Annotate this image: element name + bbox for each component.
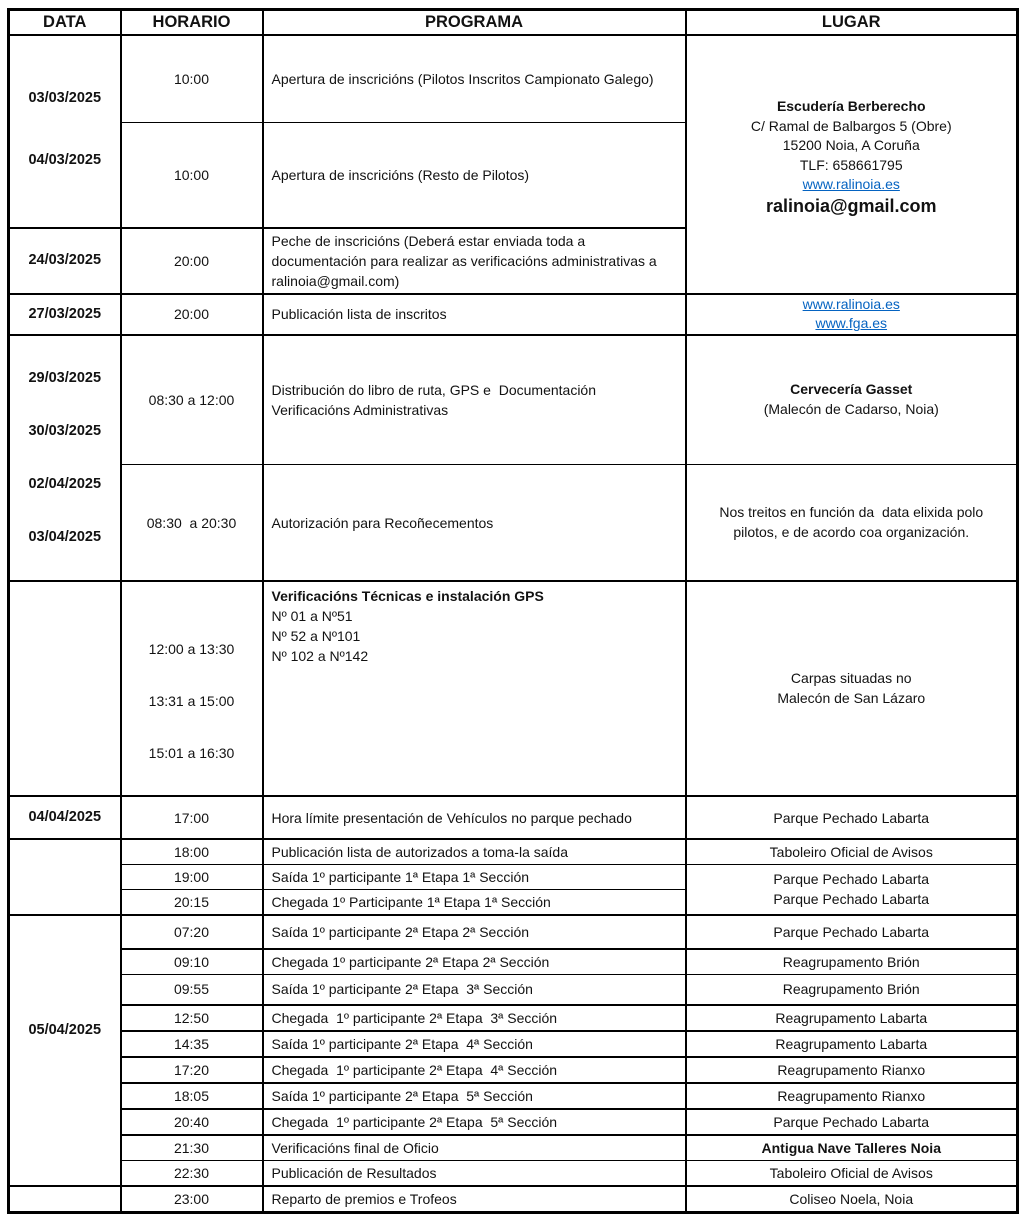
date-text: 02/04/2025 [28, 475, 102, 492]
time-cell: 17:20 [121, 1057, 263, 1083]
location-cell: Coliseo Noela, Noia [686, 1186, 1018, 1213]
program-text: Distribución do libro de ruta, GPS e Documentación [271, 381, 596, 398]
location-text: Malecón de San Lázaro [777, 689, 926, 706]
program-text: Chegada 1º participante 2ª Etapa 2ª Sección [271, 954, 550, 971]
row-0504-7 [9, 1083, 1018, 1109]
row-publicacion-inscritos [9, 294, 1018, 335]
row-0504-1 [9, 915, 1018, 949]
program-cell [263, 796, 686, 839]
date-text: 30/03/2025 [28, 422, 102, 439]
program-cell [263, 335, 686, 465]
program-cell [263, 1005, 686, 1031]
program-text: Reparto de premios e Trofeos [271, 1190, 457, 1207]
schedule-table [7, 8, 1019, 1214]
date-text: 03/03/2025 [28, 89, 102, 106]
time-cell: 20:00 [121, 228, 263, 294]
program-text: Saída 1º participante 2ª Etapa 5ª Sección [271, 1087, 533, 1104]
program-cell [263, 865, 686, 890]
time-text: 12:00 a 13:30 [148, 640, 235, 657]
row-distribucion-libro [9, 335, 1018, 465]
program-cell [263, 1109, 686, 1135]
date-cell-empty [9, 581, 121, 796]
location-cell-merged [686, 865, 1018, 916]
program-cell [263, 1031, 686, 1057]
program-text: Autorización para Recoñecementos [271, 514, 494, 531]
time-cell: 08:30 a 20:30 [121, 464, 263, 581]
ralinoia-website-link[interactable]: www.ralinoia.es [802, 176, 900, 193]
location-cell: Reagrupamento Rianxo [686, 1083, 1018, 1109]
program-cell [263, 1057, 686, 1083]
header-row [9, 10, 1018, 35]
row-autorizacion-reconecementos [9, 464, 1018, 581]
row-0504-6 [9, 1057, 1018, 1083]
program-text: Publicación lista de inscritos [271, 306, 447, 323]
date-cell: 04/04/2025 [9, 796, 121, 839]
program-cell [263, 1135, 686, 1161]
program-cell [263, 228, 686, 294]
time-cell: 10:00 [121, 123, 263, 228]
header-data: DATA [9, 10, 121, 35]
organizer-address1: C/ Ramal de Balbargos 5 (Obre) [750, 117, 952, 134]
program-text: documentación para realizar as verificacións administrativas a [271, 252, 657, 269]
program-cell [263, 915, 686, 949]
row-verificacions-tecnicas [9, 581, 1018, 796]
program-cell [263, 949, 686, 975]
program-text: Chegada 1º participante 2ª Etapa 3ª Sección [271, 1009, 558, 1026]
program-text: Saída 1º participante 2ª Etapa 4ª Sección [271, 1035, 533, 1052]
time-cell: 21:30 [121, 1135, 263, 1161]
program-cell [263, 1083, 686, 1109]
location-cell: Taboleiro Oficial de Avisos [686, 839, 1018, 865]
time-cell: 23:00 [121, 1186, 263, 1213]
location-cell: Parque Pechado Labarta [686, 796, 1018, 839]
header-lugar: LUGAR [686, 10, 1018, 35]
location-cell: Antigua Nave Talleres Noia [686, 1135, 1018, 1161]
time-cell: 17:00 [121, 796, 263, 839]
program-cell [263, 123, 686, 228]
location-cell: Reagrupamento Labarta [686, 1031, 1018, 1057]
date-cell-0504: 05/04/2025 [9, 915, 121, 1186]
program-text: Publicación lista de autorizados a toma-la saída [271, 844, 569, 861]
row-0504-2 [9, 949, 1018, 975]
date-cell: 24/03/2025 [9, 228, 121, 294]
row-0504-10 [9, 1160, 1018, 1186]
location-cell-escuderia [686, 35, 1018, 294]
location-text: Parque Pechado Labarta [773, 890, 930, 907]
program-cell [263, 839, 686, 865]
time-cell: 07:20 [121, 915, 263, 949]
location-text: Nos treitos en función da data elixida polo [719, 504, 984, 521]
program-text: Publicación de Resultados [271, 1164, 437, 1181]
location-cell [686, 335, 1018, 465]
fga-link[interactable]: www.fga.es [815, 315, 888, 332]
time-cell: 08:30 a 12:00 [121, 335, 263, 465]
program-text: Apertura de inscricións (Resto de Pilotos) [271, 166, 530, 183]
time-cell: 10:00 [121, 35, 263, 123]
location-cell: Reagrupamento Labarta [686, 1005, 1018, 1031]
location-cell: Parque Pechado Labarta [686, 1109, 1018, 1135]
program-cell [263, 975, 686, 1005]
date-text: 04/03/2025 [28, 151, 102, 168]
program-text: Verificacións Administrativas [271, 401, 449, 418]
organizer-email-text: ralinoia@gmail.com [765, 195, 937, 216]
program-cell [263, 294, 686, 335]
location-cell [686, 464, 1018, 581]
time-text: 13:31 a 15:00 [148, 692, 235, 709]
header-programa: PROGRAMA [263, 10, 686, 35]
program-text: Saída 1º participante 2ª Etapa 2ª Sección [271, 924, 530, 941]
program-text: Nº 01 a Nº51 [271, 608, 353, 625]
row-saida-etapa1 [9, 865, 1018, 890]
date-cell-0303-0403 [9, 35, 121, 228]
program-text: Peche de inscricións (Deberá estar enviada toda a [271, 232, 586, 249]
time-cell: 12:50 [121, 1005, 263, 1031]
program-cell [263, 890, 686, 916]
time-cell: 19:00 [121, 865, 263, 890]
row-hora-limite [9, 796, 1018, 839]
time-text: 15:01 a 16:30 [148, 744, 235, 761]
program-text: Nº 102 a Nº142 [271, 648, 369, 665]
date-cell: 27/03/2025 [9, 294, 121, 335]
program-text: ralinoia@gmail.com) [271, 272, 400, 289]
program-cell [263, 464, 686, 581]
time-cell: 09:55 [121, 975, 263, 1005]
program-text: Saída 1º participante 1ª Etapa 1ª Sección [271, 869, 530, 886]
program-text: Chegada 1º participante 2ª Etapa 5ª Sección [271, 1113, 558, 1130]
location-cell: Taboleiro Oficial de Avisos [686, 1160, 1018, 1186]
program-text: Saída 1º participante 2ª Etapa 3ª Sección [271, 981, 533, 998]
organizer-address2: 15200 Noia, A Coruña [782, 137, 920, 154]
row-0504-4 [9, 1005, 1018, 1031]
program-text: Nº 52 a Nº101 [271, 628, 361, 645]
location-cell: Parque Pechado Labarta [686, 915, 1018, 949]
time-cell: 22:30 [121, 1160, 263, 1186]
location-text: Cervecería Gasset [790, 381, 913, 398]
time-cell: 20:15 [121, 890, 263, 916]
date-text: 29/03/2025 [28, 370, 102, 386]
location-cell: Reagrupamento Brión [686, 975, 1018, 1005]
organizer-phone: TLF: 658661795 [799, 156, 903, 173]
header-horario: HORARIO [121, 10, 263, 35]
program-cell [263, 1186, 686, 1213]
location-cell [686, 581, 1018, 796]
location-cell: Reagrupamento Brión [686, 949, 1018, 975]
date-text: 03/04/2025 [28, 528, 102, 545]
row-reparto-premios [9, 1186, 1018, 1213]
time-cell: 18:00 [121, 839, 263, 865]
row-0504-9 [9, 1135, 1018, 1161]
location-text: Parque Pechado Labarta [773, 871, 930, 888]
program-text: Chegada 1º Participante 1ª Etapa 1ª Sección [271, 894, 551, 911]
date-cell-empty [9, 1186, 121, 1213]
row-0504-5 [9, 1031, 1018, 1057]
date-cell-multi [9, 335, 121, 582]
time-cell: 18:05 [121, 1083, 263, 1109]
program-cell [263, 35, 686, 123]
program-cell [263, 1160, 686, 1186]
location-cell-links [686, 294, 1018, 335]
location-cell: Reagrupamento Rianxo [686, 1057, 1018, 1083]
time-cell: 14:35 [121, 1031, 263, 1057]
program-text: Verificacións final de Oficio [271, 1139, 439, 1156]
row-publicacion-autorizados [9, 839, 1018, 865]
location-text: (Malecón de Cadarso, Noia) [763, 400, 939, 417]
program-text: Chegada 1º participante 2ª Etapa 4ª Sección [271, 1061, 558, 1078]
date-cell-empty [9, 839, 121, 915]
row-apertura-galego [9, 35, 1018, 123]
time-cell-verificacions [121, 581, 263, 796]
program-title: Verificacións Técnicas e instalación GPS [271, 588, 544, 605]
time-cell: 20:00 [121, 294, 263, 335]
location-text: pilotos, e de acordo coa organización. [733, 523, 970, 540]
ralinoia-link[interactable]: www.ralinoia.es [802, 295, 900, 312]
time-cell: 20:40 [121, 1109, 263, 1135]
time-cell: 09:10 [121, 949, 263, 975]
program-text: Hora límite presentación de Vehículos no parque pechado [271, 809, 632, 826]
location-text: Carpas situadas no [790, 670, 912, 687]
organizer-name: Escudería Berberecho [776, 98, 926, 115]
row-0504-3 [9, 975, 1018, 1005]
program-text: Apertura de inscricións (Pilotos Inscritos Campionato Galego) [271, 71, 654, 88]
program-cell-verificacions [263, 581, 686, 796]
row-0504-8 [9, 1109, 1018, 1135]
